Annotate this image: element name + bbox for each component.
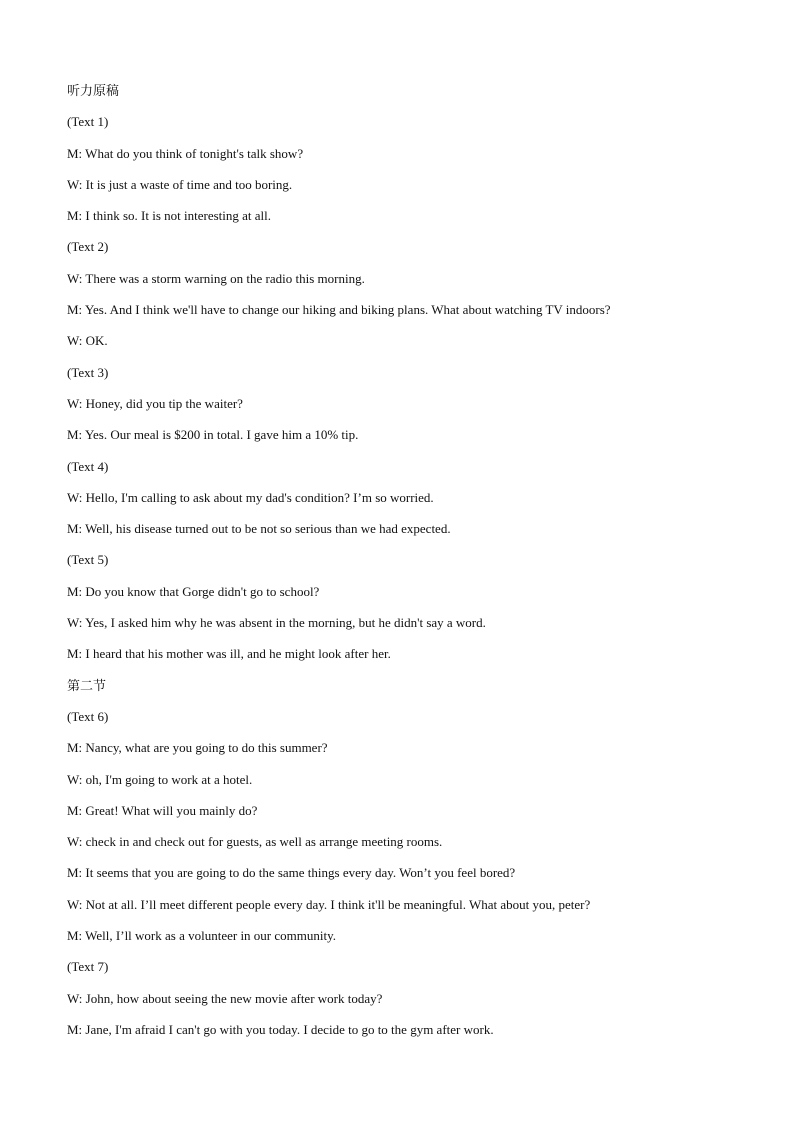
dialogue-line: M: Nancy, what are you going to do this summer? bbox=[67, 740, 328, 756]
dialogue-line: M: Great! What will you mainly do? bbox=[67, 802, 258, 818]
dialogue-line: W: Yes, I asked him why he was absent in the morning, but he didn't say a word. bbox=[67, 615, 486, 631]
text-label: (Text 4) bbox=[67, 458, 109, 474]
dialogue-line: M: Well, his disease turned out to be not so serious than we had expected. bbox=[67, 521, 451, 537]
dialogue-line: W: check in and check out for guests, as well as arrange meeting rooms. bbox=[67, 834, 443, 850]
text-label: (Text 1) bbox=[67, 114, 109, 130]
dialogue-line: W: Not at all. I’ll meet different people every day. I think it'll be meaningful. What about you, peter? bbox=[67, 896, 591, 912]
dialogue-line: M: Yes. And I think we'll have to change our hiking and biking plans. What about watching TV indoors? bbox=[67, 302, 611, 318]
dialogue-line: W: Honey, did you tip the waiter? bbox=[67, 395, 243, 411]
transcript-page bbox=[67, 80, 767, 1050]
dialogue-line: W: John, how about seeing the new movie after work today? bbox=[67, 990, 383, 1006]
section-heading: 第二节 bbox=[67, 677, 107, 693]
dialogue-line: M: Jane, I'm afraid I can't go with you today. I decide to go to the gym after work. bbox=[67, 1021, 494, 1037]
dialogue-line: M: Yes. Our meal is $200 in total. I gave him a 10% tip. bbox=[67, 427, 359, 443]
dialogue-line: W: oh, I'm going to work at a hotel. bbox=[67, 771, 253, 787]
dialogue-line: M: What do you think of tonight's talk show? bbox=[67, 145, 304, 161]
dialogue-line: W: There was a storm warning on the radio this morning. bbox=[67, 270, 365, 286]
dialogue-line: W: Hello, I'm calling to ask about my dad's condition? I’m so worried. bbox=[67, 489, 434, 505]
text-label: (Text 2) bbox=[67, 239, 109, 255]
dialogue-line: M: It seems that you are going to do the same things every day. Won’t you feel bored? bbox=[67, 865, 516, 881]
text-label: (Text 6) bbox=[67, 708, 109, 724]
dialogue-line: M: I think so. It is not interesting at all. bbox=[67, 208, 272, 224]
section-heading: 听力原稿 bbox=[67, 83, 120, 98]
text-label: (Text 3) bbox=[67, 364, 109, 380]
dialogue-line: W: OK. bbox=[67, 333, 108, 349]
dialogue-line: W: It is just a waste of time and too boring. bbox=[67, 176, 293, 192]
text-label: (Text 7) bbox=[67, 959, 109, 975]
dialogue-line: M: Do you know that Gorge didn't go to school? bbox=[67, 583, 320, 599]
text-label: (Text 5) bbox=[67, 552, 109, 568]
dialogue-line: M: I heard that his mother was ill, and he might look after her. bbox=[67, 646, 391, 662]
dialogue-line: M: Well, I’ll work as a volunteer in our community. bbox=[67, 928, 337, 944]
